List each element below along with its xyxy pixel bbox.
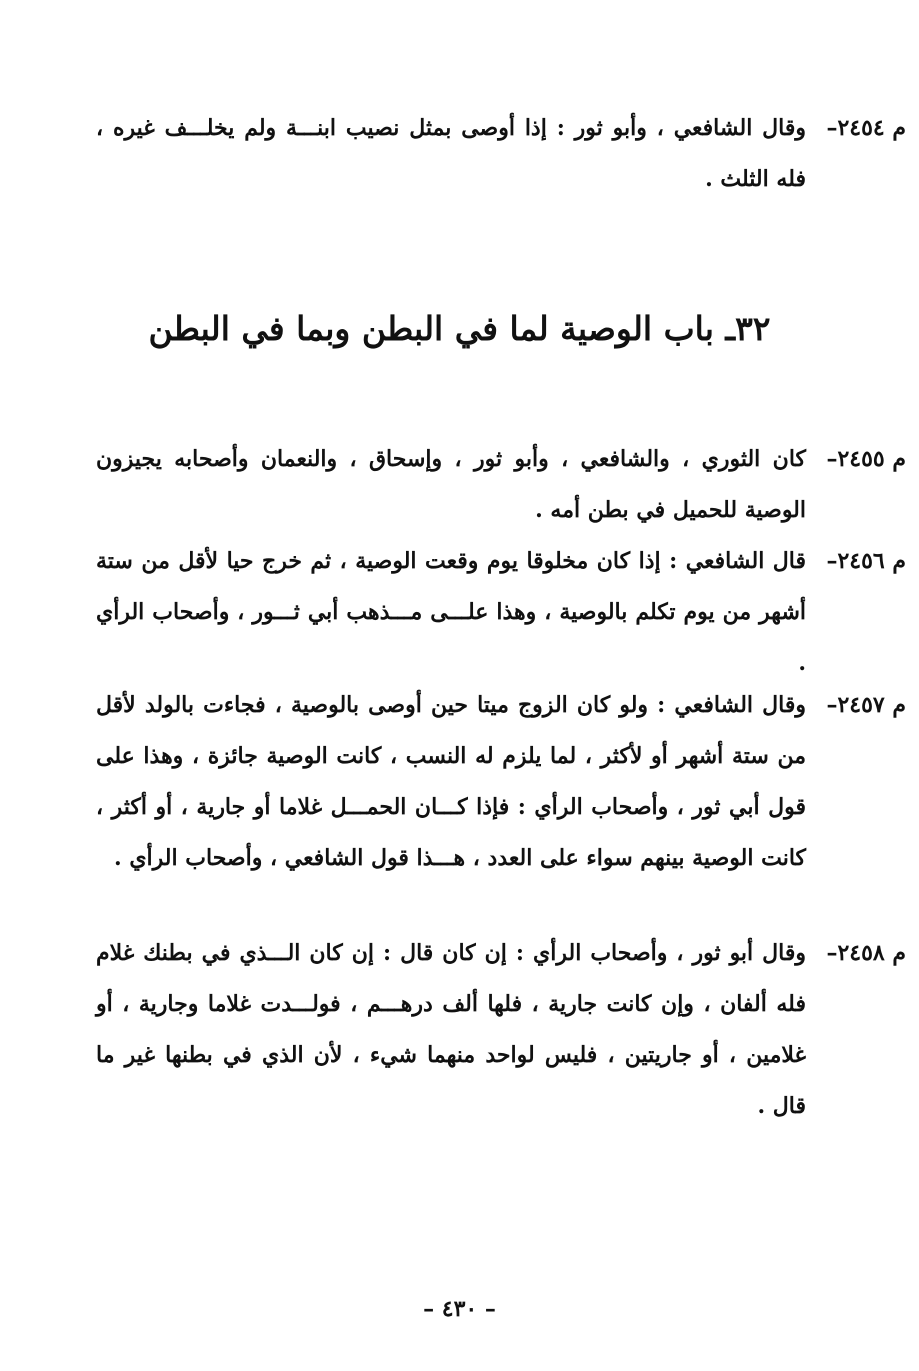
entry-2455	[96, 434, 906, 536]
entry-number: م ٢٤٥٥–	[826, 446, 906, 472]
entry-text: وقال أبو ثور ، وأصحاب الرأي : إن كان قال : إن كان الـــذي في بطنك غلام فله ألفان ، وإن كانت جارية ، فلها ألف درهـــم ، فولـــدت غلاما وجارية ، أو غلامين ، أو جاريتين ، فليس لواحد منهما شيء ، لأن الذي في بطنها غير ما قال .	[96, 940, 806, 1119]
entry-number: م ٢٤٥٧–	[826, 692, 906, 718]
entry-text: قال الشافعي : إذا كان مخلوقا يوم وقعت الوصية ، ثم خرج حيا لأقل من ستة أشهر من يوم تكلم بالوصية ، وهذا علـــى مـــذهب أبي ثـــور ، وأصحاب الرأي .	[96, 548, 806, 676]
entry-number: م ٢٤٥٦–	[826, 548, 906, 574]
entry-2458	[96, 928, 906, 1132]
entry-number: م ٢٤٥٤–	[826, 115, 906, 141]
entry-text: وقال الشافعي : ولو كان الزوج ميتا حين أوصى بالوصية ، فجاءت بالولد لأقل من ستة أشهر أو لأكثر ، لما يلزم له النسب ، كانت الوصية جائزة ، وهذا على قول أبي ثور ، وأصحاب الرأي : فإذا كـــان الحمـــل غلاما أو جارية ، أو أكثر ، كانت الوصية بينهم سواء على العدد ، هـــذا قول الشافعي ، وأصحاب الرأي .	[96, 692, 806, 871]
page-number: – ٤٣٠ –	[423, 1296, 496, 1322]
entry-text: وقال الشافعي ، وأبو ثور : إذا أوصى بمثل نصيب ابنـــة ولم يخلـــف غيره ، فله الثلث .	[96, 115, 806, 192]
entry-text: كان الثوري ، والشافعي ، وأبو ثور ، وإسحاق ، والنعمان وأصحابه يجيزون الوصية للحميل في بطن أمه .	[96, 446, 806, 523]
chapter-title: ٣٢ـ باب الوصية لما في البطن وبما في البطن	[148, 309, 771, 348]
entry-2456	[96, 536, 906, 689]
entry-number: م ٢٤٥٨–	[826, 940, 906, 966]
entry-2454	[96, 103, 906, 205]
entry-2457	[96, 680, 906, 884]
